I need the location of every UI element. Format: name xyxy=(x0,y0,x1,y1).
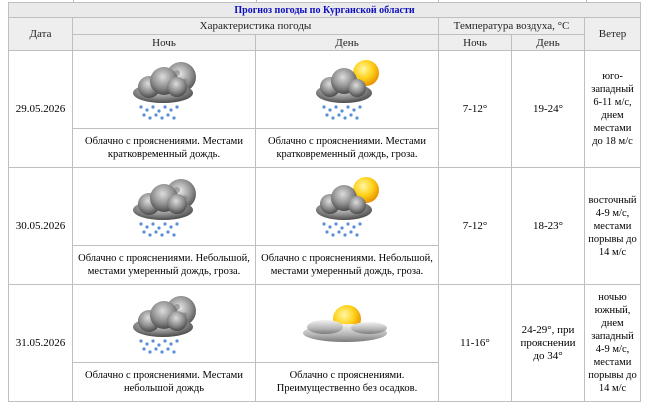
day-icon-cell xyxy=(256,168,439,246)
day-description: Облачно с прояснениями. Преимущественно без осадков. xyxy=(256,363,439,402)
cloud-sun-rain-icon xyxy=(302,174,392,240)
row-date: 31.05.2026 xyxy=(9,285,73,402)
header-date: Дата xyxy=(9,18,73,51)
cloud-moon-rain-icon xyxy=(119,57,209,123)
table-title: Прогноз погоды по Курганской области xyxy=(9,3,641,18)
temp-night: 11-16° xyxy=(439,285,512,402)
temp-day: 19-24° xyxy=(512,51,585,168)
table-row xyxy=(9,51,641,129)
cloud-sun-rain-icon xyxy=(302,57,392,123)
header-temp-day: День xyxy=(512,35,585,51)
night-description: Облачно с прояснениями. Местами кратковременный дождь. xyxy=(73,129,256,168)
row-date: 29.05.2026 xyxy=(9,51,73,168)
forecast-table xyxy=(8,2,641,402)
temp-night: 7-12° xyxy=(439,168,512,285)
row-date: 30.05.2026 xyxy=(9,168,73,285)
night-icon-cell xyxy=(73,51,256,129)
header-temperature: Температура воздуха, °C xyxy=(439,18,585,35)
temp-night: 7-12° xyxy=(439,51,512,168)
sun-cloud-icon xyxy=(295,291,399,357)
header-day: День xyxy=(256,35,439,51)
day-icon-cell xyxy=(256,285,439,363)
wind-description: восточный 4-9 м/с, местами порывы до 14 м/с xyxy=(585,168,641,285)
header-night: Ночь xyxy=(73,35,256,51)
temp-day: 24-29°, при прояснении до 34° xyxy=(512,285,585,402)
table-row xyxy=(9,285,641,363)
night-description: Облачно с прояснениями. Небольшой, местами умеренный дождь, гроза. xyxy=(73,246,256,285)
cloud-moon-rain-icon xyxy=(119,291,209,357)
temp-day: 18-23° xyxy=(512,168,585,285)
header-wind: Ветер xyxy=(585,18,641,51)
page-bottom xyxy=(0,411,656,416)
night-description: Облачно с прояснениями. Местами небольшой дождь xyxy=(73,363,256,402)
day-icon-cell xyxy=(256,51,439,129)
night-icon-cell xyxy=(73,168,256,246)
night-icon-cell xyxy=(73,285,256,363)
header-weather: Характеристика погоды xyxy=(73,18,439,35)
wind-description: юго-западный 6-11 м/с, днем местами до 18 м/с xyxy=(585,51,641,168)
day-description: Облачно с прояснениями. Местами кратковременный дождь, гроза. xyxy=(256,129,439,168)
day-description: Облачно с прояснениями. Небольшой, местами умеренный дождь, гроза. xyxy=(256,246,439,285)
cloud-moon-rain-icon xyxy=(119,174,209,240)
header-temp-night: Ночь xyxy=(439,35,512,51)
wind-description: ночью южный, днем западный 4-9 м/с, местами порывы до 14 м/с xyxy=(585,285,641,402)
table-row xyxy=(9,168,641,246)
